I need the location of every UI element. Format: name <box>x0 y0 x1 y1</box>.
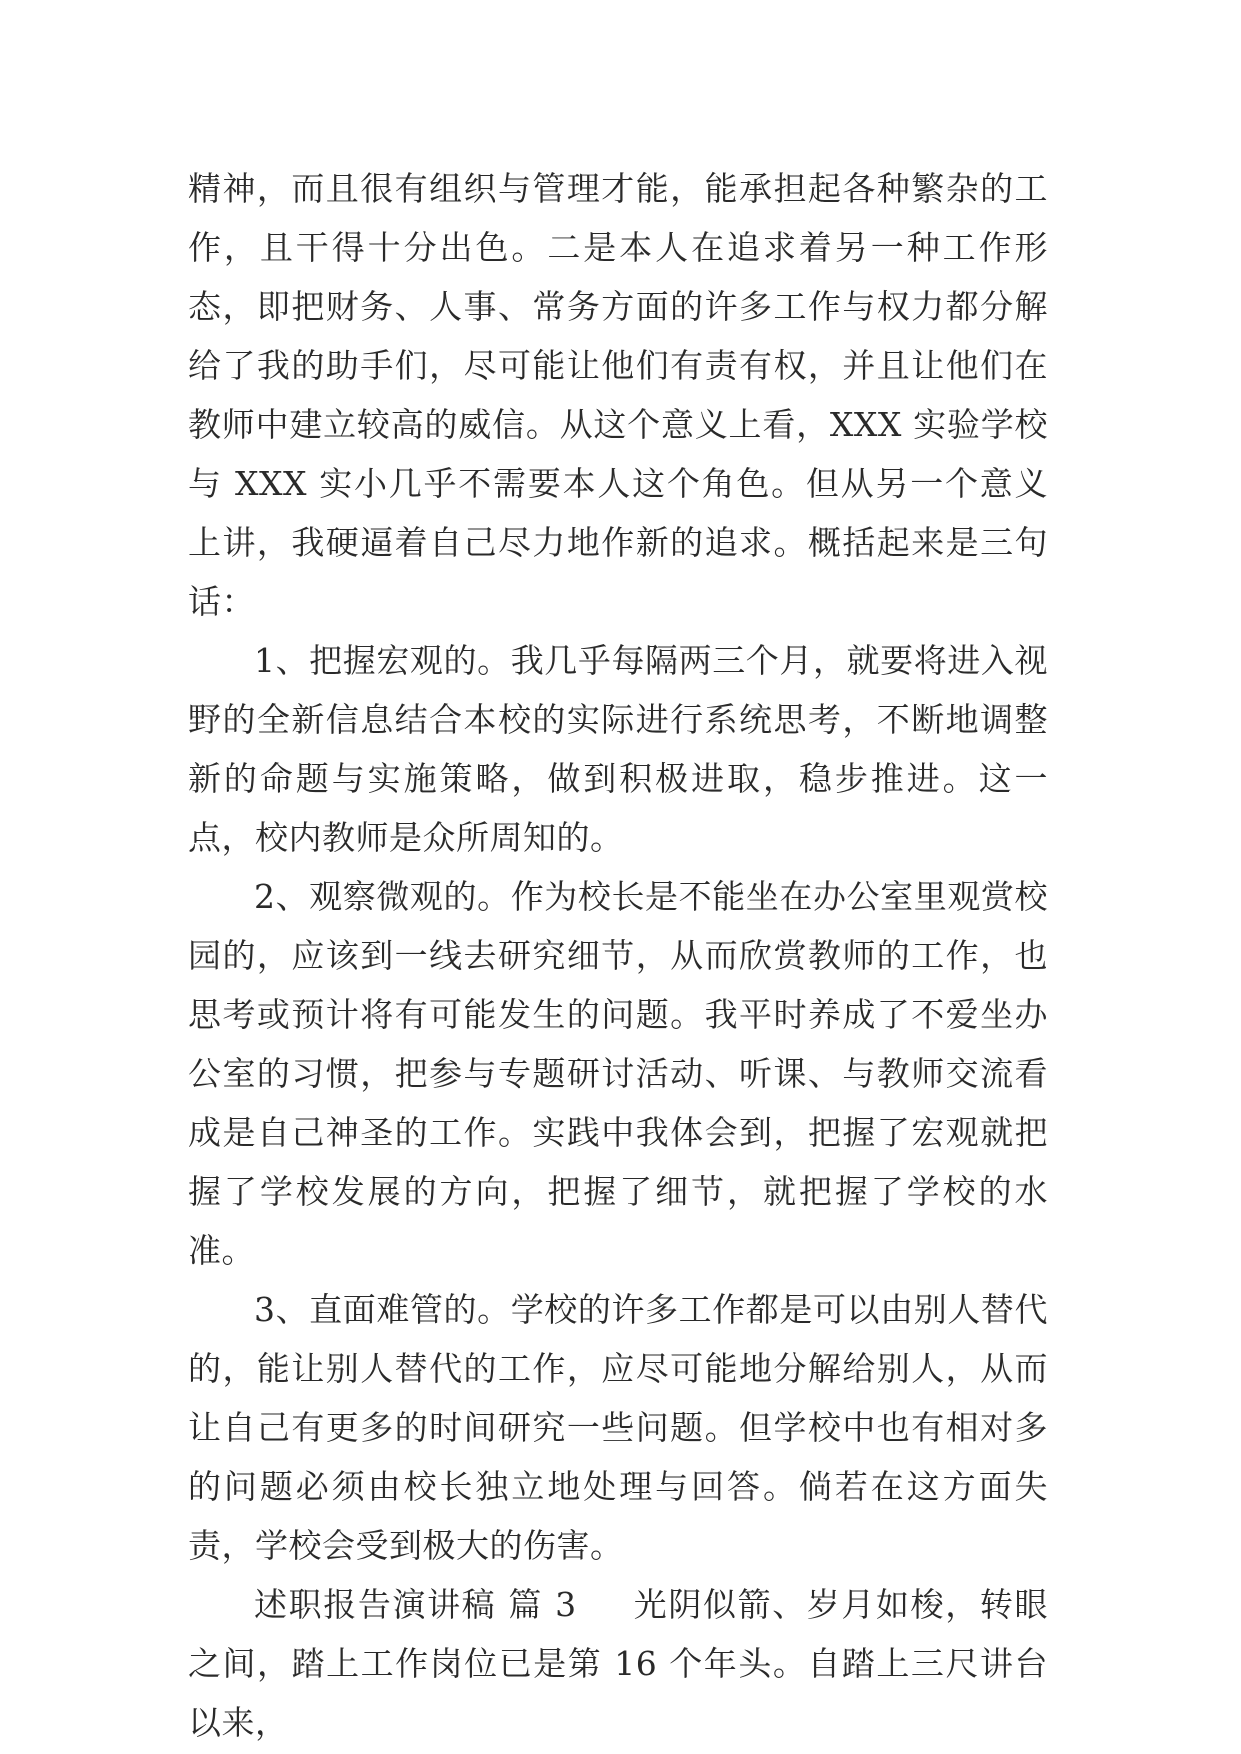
paragraph-1: 精神，而且很有组织与管理才能，能承担起各种繁杂的工作，且干得十分出色。二是本人在追求着另一种工作形态，即把财务、人事、常务方面的许多工作与权力都分解给了我的助手们，尽可能让他们有责有权，并且让他们在教师中建立较高的威信。从这个意义上看，XXX 实验学校与 XXX 实小几乎不需要本人这个角色。但从另一个意义上讲，我硬逼着自己尽力地作新的追求。概括起来是三句话： <box>188 169 1048 621</box>
paragraph-3: 2、观察微观的。作为校长是不能坐在办公室里观赏校园的，应该到一线去研究细节，从而欣赏教师的工作，也思考或预计将有可能发生的问题。我平时养成了不爱坐办公室的习惯，把参与专题研讨活动、听课、与教师交流看成是自己神圣的工作。实践中我体会到，把握了宏观就把握了学校发展的方向，把握了细节，就把握了学校的水准。 <box>188 877 1048 1270</box>
section-opening-text: 光阴似箭、岁月如梭，转眼之间，踏上工作岗位已是第 16 个年头。自踏上三尺讲台以来， <box>188 1585 1048 1742</box>
document-body <box>188 159 1048 1752</box>
paragraph-4: 3、直面难管的。学校的许多工作都是可以由别人替代的，能让别人替代的工作，应尽可能地分解给别人，从而让自己有更多的时间研究一些问题。但学校中也有相对多的问题必须由校长独立地处理与回答。倘若在这方面失责，学校会受到极大的伤害。 <box>188 1290 1048 1565</box>
paragraph-2: 1、把握宏观的。我几乎每隔两三个月，就要将进入视野的全新信息结合本校的实际进行系统思考，不断地调整新的命题与实施策略，做到积极进取，稳步推进。这一点，校内教师是众所周知的。 <box>188 641 1048 857</box>
section-heading: 述职报告演讲稿 篇 3 <box>254 1585 577 1624</box>
paragraph-5 <box>188 1575 1048 1752</box>
